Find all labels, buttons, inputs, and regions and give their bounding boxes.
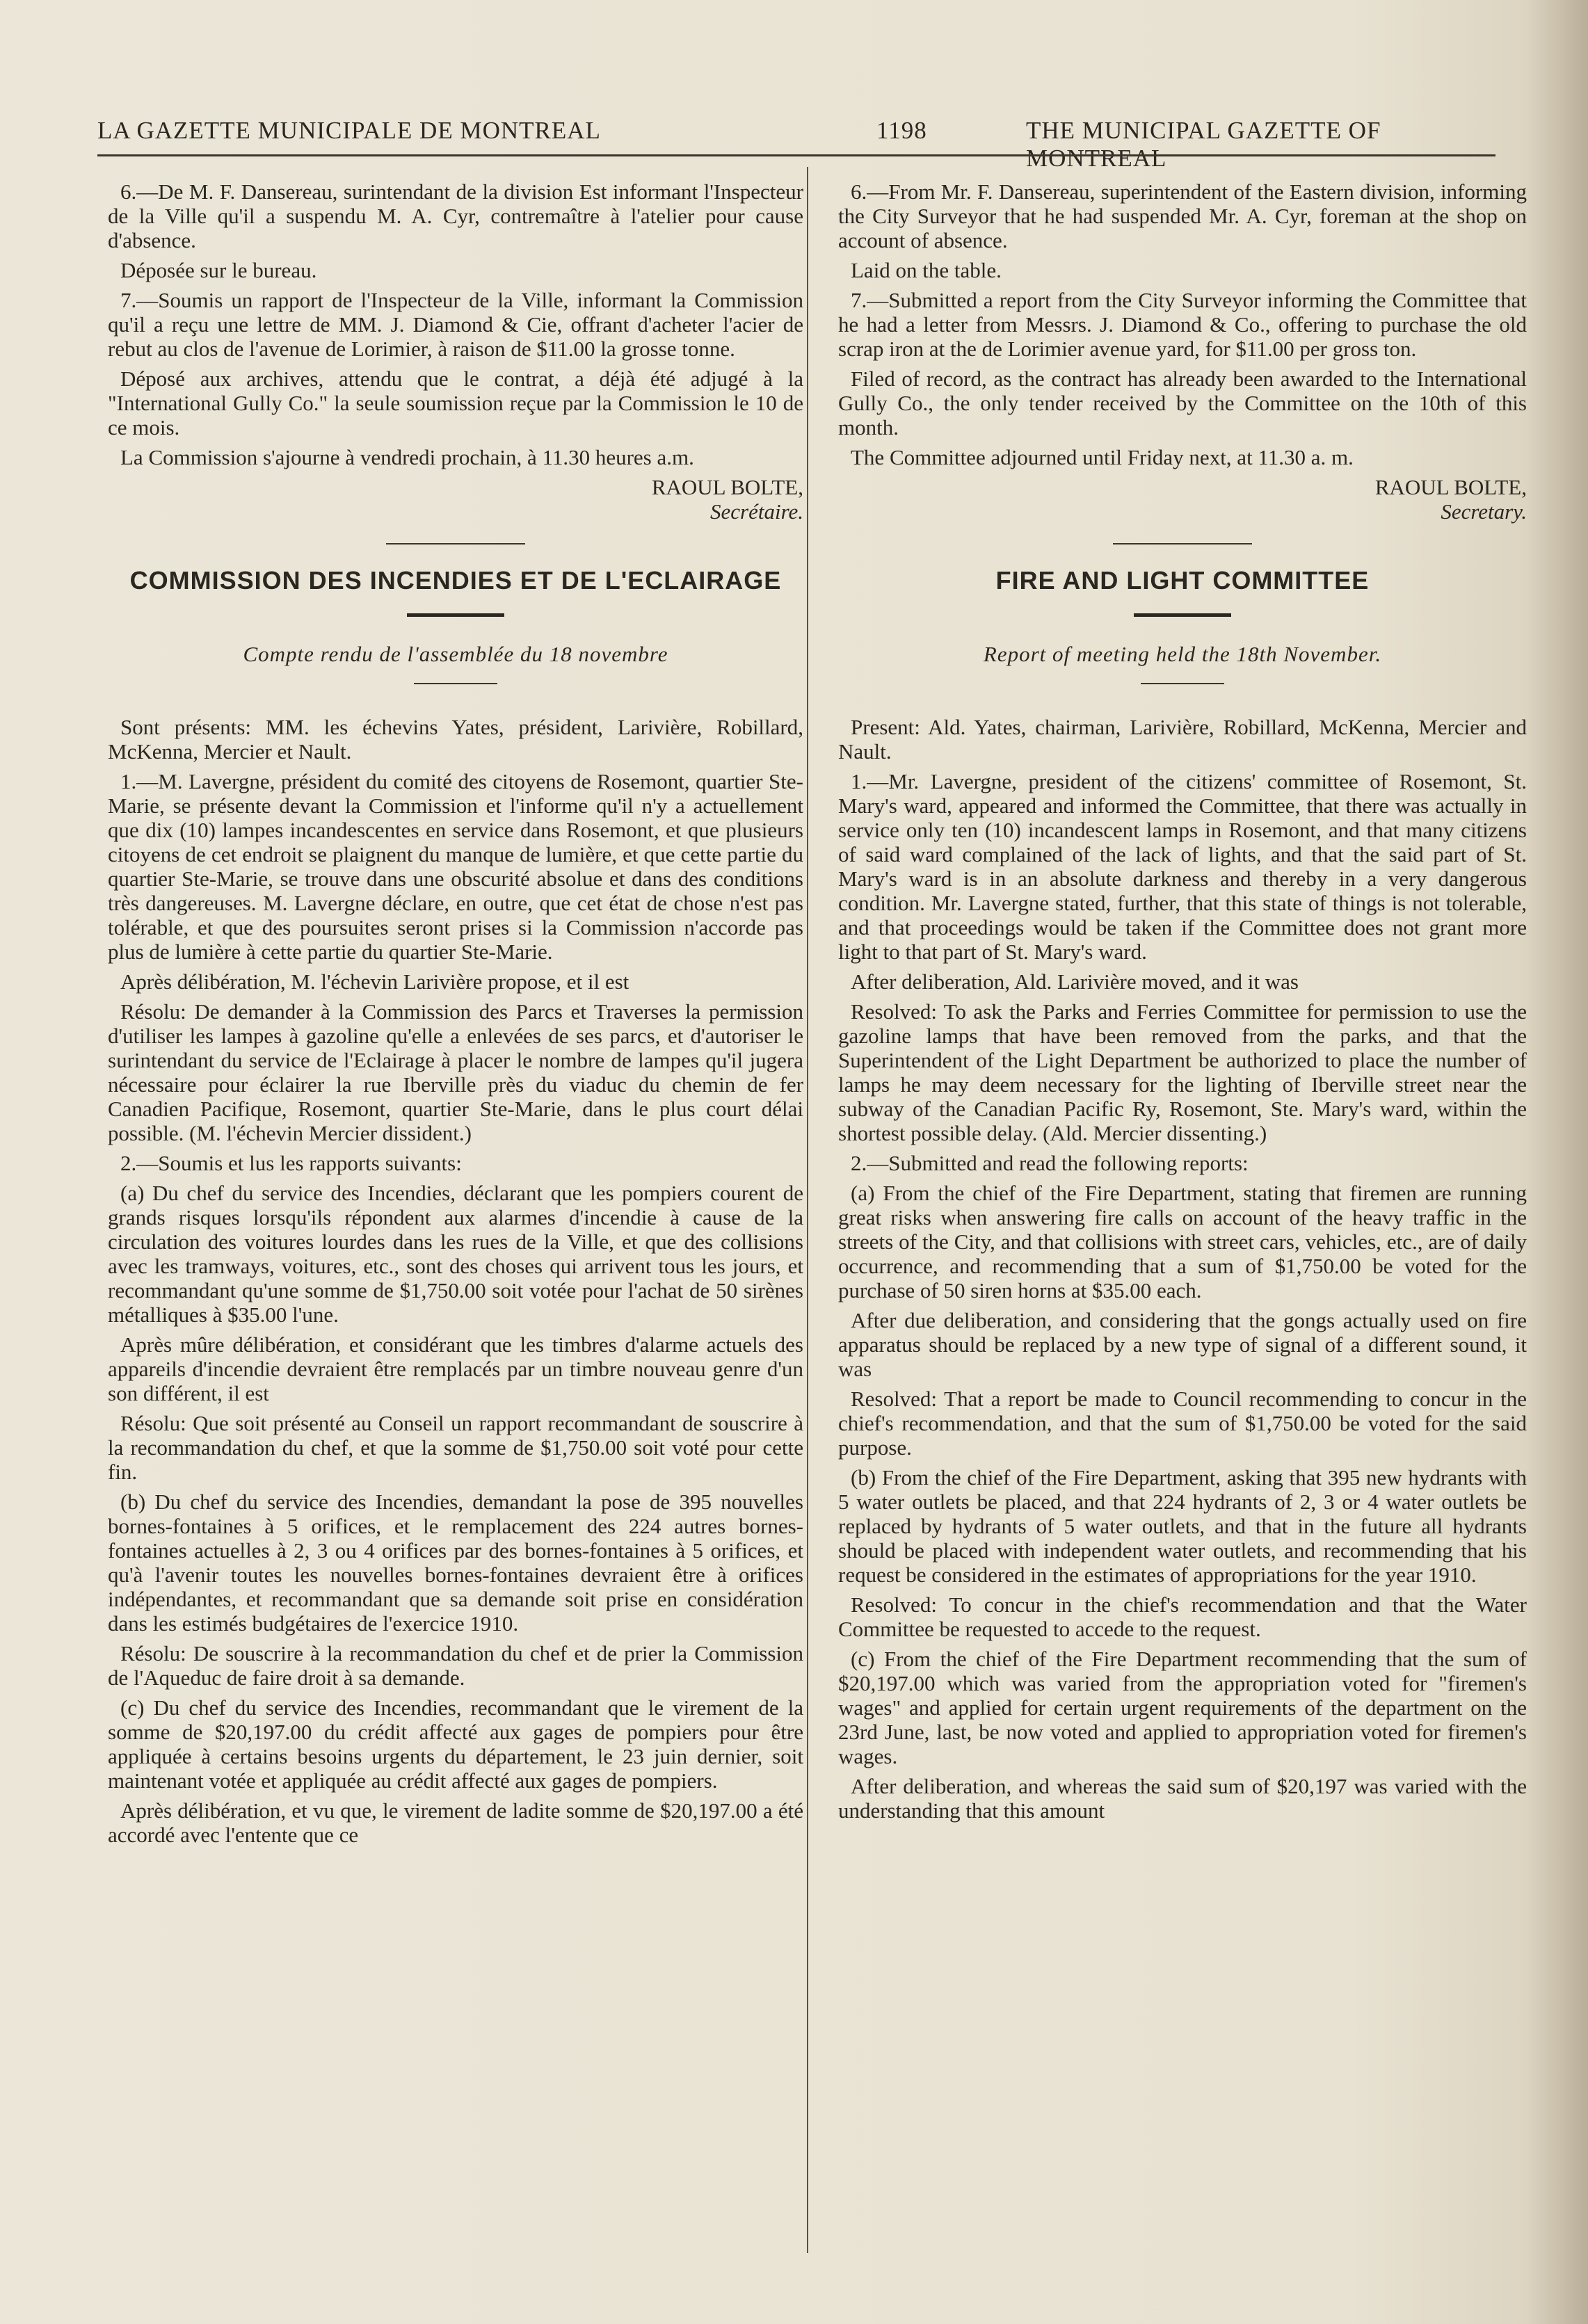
title-rule [1134,613,1231,617]
paragraph: (b) Du chef du service des Incendies, demandant la pose de 395 nouvelles bornes-fontaines à 5 orifices, et le remplacement des 224 autres bornes-fontaines actuelles à 2, 3 ou 4 orifices par des bornes-fontaines à 5 orifices, et qu'à l'avenir toutes les nouvelles bornes-fontaines devraient être à orifices indépendantes, et recommandant que sa demande soit prise en considération dans les estimés budgétaires de l'exercice 1910. [108,1490,803,1636]
paragraph: Résolu: Que soit présenté au Conseil un rapport recommandant de souscrire à la recommandation du chef, et que la somme de $1,750.00 soit voté pour cette fin. [108,1411,803,1484]
signature-name: RAOUL BOLTE, [1374,475,1527,499]
signature-name: RAOUL BOLTE, [651,475,803,499]
section-subtitle: Compte rendu de l'assemblée du 18 novembre [243,642,668,666]
paragraph: 1.—M. Lavergne, président du comité des citoyens de Rosemont, quartier Ste-Marie, se présente devant la Commission et l'informe qu'il n'y a actuellement que dix (10) lampes incandescentes en service dans Rosemont, et que plusieurs citoyens de cet endroit se plaignent du manque de lumière, et que cette partie du quartier Ste-Marie, se trouve dans une obscurité absolue et dans des conditions très dangereuses. M. Lavergne déclare, en outre, que cet état de chose n'est pas tolérable, et que des poursuites seront prises si la Commission n'accorde pas plus de lumière à cette partie du quartier Ste-Marie. [108,769,803,964]
subtitle-rule [414,683,497,684]
paragraph: Après délibération, et vu que, le virement de ladite somme de $20,197.00 a été accordé avec l'entente que ce [108,1798,803,1847]
paragraph: 2.—Soumis et lus les rapports suivants: [120,1151,462,1175]
paragraph: 2.—Submitted and read the following reports: [851,1151,1249,1175]
paragraph: 6.—From Mr. F. Dansereau, superintendent of the Eastern division, informing the City Surveyor that he had suspended Mr. A. Cyr, foreman at the shop on account of absence. [838,179,1527,252]
header-english-title: THE MUNICIPAL GAZETTE OF MONTREAL [1026,117,1381,172]
paragraph: Résolu: De souscrire à la recommandation du chef et de prier la Commission de l'Aqueduc de faire droit à sa demande. [108,1641,803,1690]
header-french-title: LA GAZETTE MUNICIPALE DE MONTREAL [97,117,601,144]
paragraph: Après mûre délibération, et considérant que les timbres d'alarme actuels des appareils d'incendie devraient être remplacés par un timbre nouveau genre d'un son différent, il est [108,1332,803,1405]
paragraph: After deliberation, Ald. Larivière moved, and it was [851,969,1299,994]
paragraph: 7.—Submitted a report from the City Surveyor informing the Committee that he had a letter from Messrs. J. Diamond & Co., offering to purchase the old scrap iron at the de Lorimier avenue yard, for $11.00 per gross ton. [838,288,1527,361]
paragraph: 1.—Mr. Lavergne, president of the citizens' committee of Rosemont, St. Mary's ward, appeared and informed the Committee, that there was actually in service only ten (10) incandescent lamps in Rosemont, and that many citizens of said ward complained of the lack of lights, and that the said part of St. Mary's ward is in an absolute darkness and thereby in a very dangerous condition. Mr. Lavergne stated, further, that this state of things is not tolerable, and that proceedings would be taken if the Committee does not grant more light to that part of St. Mary's ward. [838,769,1527,964]
paragraph: 7.—Soumis un rapport de l'Inspecteur de la Ville, informant la Commission qu'il a reçu une lettre de MM. J. Diamond & Cie, offrant d'acheter l'acier de rebut au clos de l'avenue de Lorimier, à raison de $11.00 la grosse tonne. [108,288,803,361]
subtitle-rule [1141,683,1224,684]
column-divider [807,167,808,2253]
paragraph: Laid on the table. [851,258,1002,282]
paragraph: Déposée sur le bureau. [120,258,317,282]
section-title: FIRE AND LIGHT COMMITTEE [995,566,1370,595]
paragraph: Present: Ald. Yates, chairman, Larivière, Robillard, McKenna, Mercier and Nault. [838,715,1527,764]
signature-title: Secrétaire. [710,499,803,524]
paragraph: Sont présents: MM. les échevins Yates, président, Larivière, Robillard, McKenna, Mercier et Nault. [108,715,803,764]
paragraph: (b) From the chief of the Fire Department, asking that 395 new hydrants with 5 water outlets be placed, and that 224 hydrants of 2, 3 or 4 water outlets be replaced by hydrants of 5 water outlets, and that in the future all hydrants should be placed with independent water outlets, and recommending that his request be considered in the estimates of appropriations for the year 1910. [838,1465,1527,1587]
paragraph: After deliberation, and whereas the said sum of $20,197 was varied with the understanding that this amount [838,1774,1527,1823]
title-rule [407,613,504,617]
header-rule [97,154,1495,156]
header-page-number: 1198 [876,117,927,144]
paragraph: Filed of record, as the contract has already been awarded to the International Gully Co., the only tender received by the Committee on the 10th of this month. [838,366,1527,439]
paragraph: 6.—De M. F. Dansereau, surintendant de la division Est informant l'Inspecteur de la Ville qu'il a suspendu M. A. Cyr, contremaître à l'atelier pour cause d'absence. [108,179,803,252]
paragraph: Resolved: To concur in the chief's recommendation and that the Water Committee be requested to accede to the request. [838,1592,1527,1641]
paragraph: Résolu: De demander à la Commission des Parcs et Traverses la permission d'utiliser les lampes à gazoline qu'elle a enlevées de ses parcs, et d'autoriser le surintendant du service de l'Eclairage à placer le nombre de lampes qu'il jugera nécessaire pour éclairer la rue Iberville près du viaduc du chemin de fer Canadien Pacifique, Rosemont, quartier Ste-Marie, dans le plus court délai possible. (M. l'échevin Mercier dissident.) [108,999,803,1145]
paragraph: La Commission s'ajourne à vendredi prochain, à 11.30 heures a.m. [120,445,694,469]
paragraph: Resolved: That a report be made to Council recommending to concur in the chief's recommendation, and that the sum of $1,750.00 be voted for the said purpose. [838,1387,1527,1460]
section-separator [386,543,525,544]
section-title: COMMISSION DES INCENDIES ET DE L'ECLAIRAGE [129,566,782,595]
english-column [838,179,1527,1828]
paragraph: (a) Du chef du service des Incendies, déclarant que les pompiers courent de grands risques lorsqu'ils répondent aux alarmes d'incendie à cause de la circulation des voitures lourdes dans les rues de la Ville, et que des collisions avec les tramways, voitures, etc., sont des choses qui arrivent tous les jours, et recommandant qu'une somme de $1,750.00 soit votée pour l'achat de 50 sirènes métalliques à $35.00 l'une. [108,1181,803,1327]
paragraph: After due deliberation, and considering that the gongs actually used on fire apparatus should be replaced by a new type of signal of a different sound, it was [838,1308,1527,1381]
paragraph: Resolved: To ask the Parks and Ferries Committee for permission to use the gazoline lamps that have been removed from the parks, and that the Superintendent of the Light Department be authorized to place the number of lamps he may deem necessary for the lighting of Iberville street near the subway of the Canadian Pacific Ry, Rosemont, Ste. Mary's ward, within the shortest possible delay. (Ald. Mercier dissenting.) [838,999,1527,1145]
paragraph: (a) From the chief of the Fire Department, stating that firemen are running great risks when answering fire calls on account of the heavy traffic in the streets of the City, and that collisions with street cars, vehicles, etc., are of daily occurrence, and recommending that a sum of $1,750.00 be voted for the purchase of 50 siren horns at $35.00 each. [838,1181,1527,1302]
signature-title: Secretary. [1441,499,1527,524]
paragraph: The Committee adjourned until Friday next, at 11.30 a. m. [851,445,1354,469]
french-column [108,179,803,1853]
page-header [97,111,1489,172]
paragraph: Déposé aux archives, attendu que le contrat, a déjà été adjugé à la "International Gully Co." la seule soumission reçue par la Commission le 10 de ce mois. [108,366,803,439]
paragraph: Après délibération, M. l'échevin Larivière propose, et il est [120,969,629,994]
paragraph: (c) Du chef du service des Incendies, recommandant que le virement de la somme de $20,197.00 du crédit affecté aux gages de pompiers pour être appliquée à certains besoins urgents du département, le 23 juin dernier, soit maintenant votée et appliquée au crédit affecté aux gages de pompiers. [108,1695,803,1793]
section-separator [1113,543,1252,544]
paragraph: (c) From the chief of the Fire Department recommending that the sum of $20,197.00 which was varied from the appropriation voted for "firemen's wages" and applied for certain urgent requirements of the department on the 23rd June, last, be now voted and applied to appropriation voted for firemen's wages. [838,1647,1527,1768]
section-subtitle: Report of meeting held the 18th November. [983,642,1382,666]
